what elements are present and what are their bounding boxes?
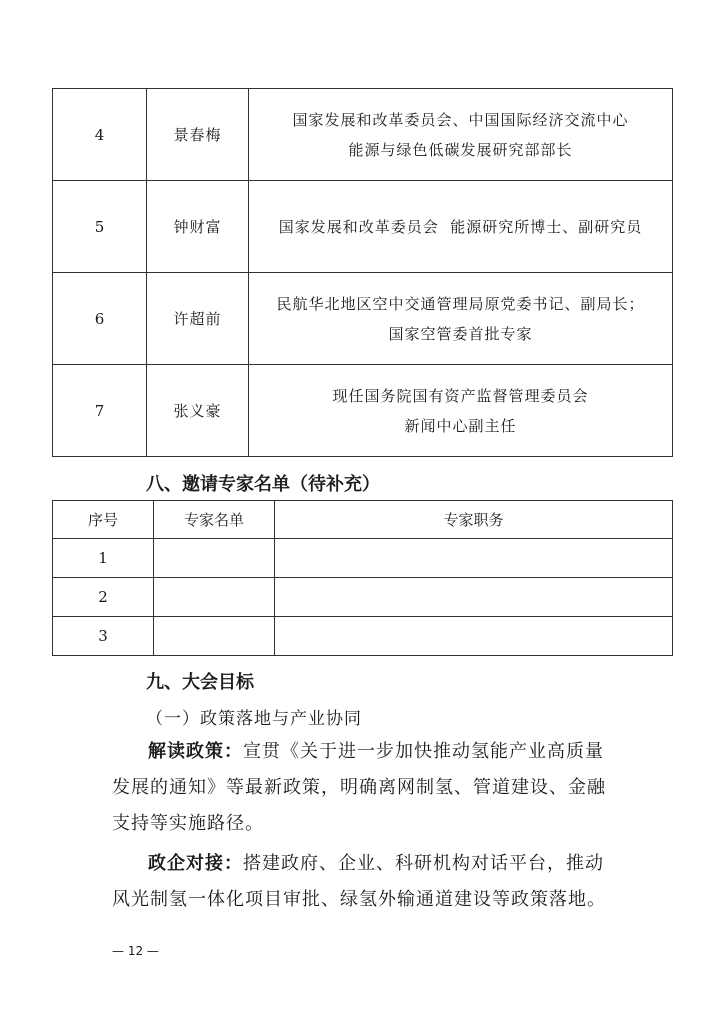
table-row xyxy=(53,539,673,578)
page-number: — 12 — xyxy=(112,944,159,958)
expert-position-cell xyxy=(275,539,673,578)
row-number: 6 xyxy=(53,273,147,365)
paragraph-text: 搭建政府、企业、科研机构对话平台，推动风光制氢一体化项目审批、绿氢外输通道建设等政策落地。 xyxy=(112,853,606,910)
cooperation-paragraph xyxy=(112,846,622,918)
expert-name: 钟财富 xyxy=(147,181,249,273)
expert-name-cell xyxy=(154,578,275,617)
expert-position xyxy=(249,181,673,273)
position-line: 能源与绿色低碳发展研究部部长 xyxy=(348,140,573,159)
expert-name: 许超前 xyxy=(147,273,249,365)
row-number: 4 xyxy=(53,89,147,181)
table-row xyxy=(53,365,673,457)
position-line: 国家空管委首批专家 xyxy=(388,324,533,343)
position-line: 现任国务院国有资产监督管理委员会 xyxy=(332,386,589,405)
section-9-heading: 九、大会目标 xyxy=(146,672,254,693)
header-number: 序号 xyxy=(53,501,154,539)
expert-position-cell xyxy=(275,578,673,617)
table-row xyxy=(53,617,673,656)
expert-name: 张义豪 xyxy=(147,365,249,457)
paragraph-text: 宣贯《关于进一步加快推动氢能产业高质量发展的通知》等最新政策，明确离网制氢、管道建设、金融支持等实施路径。 xyxy=(112,741,606,834)
position-line: 国家发展和改革委员会 能源研究所博士、副研究员 xyxy=(278,217,643,236)
expert-name-cell xyxy=(154,617,275,656)
invited-experts-table xyxy=(52,500,673,656)
experts-table xyxy=(52,88,673,457)
header-position: 专家职务 xyxy=(275,501,673,539)
position-line: 新闻中心副主任 xyxy=(404,416,517,435)
row-number: 1 xyxy=(53,539,154,578)
section-9-subheading: （一）政策落地与产业协同 xyxy=(146,709,362,729)
expert-name-cell xyxy=(154,539,275,578)
table-row xyxy=(53,181,673,273)
table-row xyxy=(53,273,673,365)
row-number: 3 xyxy=(53,617,154,656)
policy-paragraph xyxy=(112,734,622,842)
expert-name: 景春梅 xyxy=(147,89,249,181)
table-row xyxy=(53,89,673,181)
header-name: 专家名单 xyxy=(154,501,275,539)
row-number: 7 xyxy=(53,365,147,457)
position-line: 民航华北地区空中交通管理局原党委书记、副局长； xyxy=(276,294,645,313)
paragraph-lead: 解读政策： xyxy=(148,741,243,762)
position-line: 国家发展和改革委员会、中国国际经济交流中心 xyxy=(292,110,629,129)
section-8-heading: 八、邀请专家名单（待补充） xyxy=(146,474,380,495)
row-number: 5 xyxy=(53,181,147,273)
row-number: 2 xyxy=(53,578,154,617)
table-header-row xyxy=(53,501,673,539)
expert-position xyxy=(249,89,673,181)
paragraph-lead: 政企对接： xyxy=(148,853,243,874)
expert-position xyxy=(249,273,673,365)
expert-position-cell xyxy=(275,617,673,656)
expert-position xyxy=(249,365,673,457)
table-row xyxy=(53,578,673,617)
